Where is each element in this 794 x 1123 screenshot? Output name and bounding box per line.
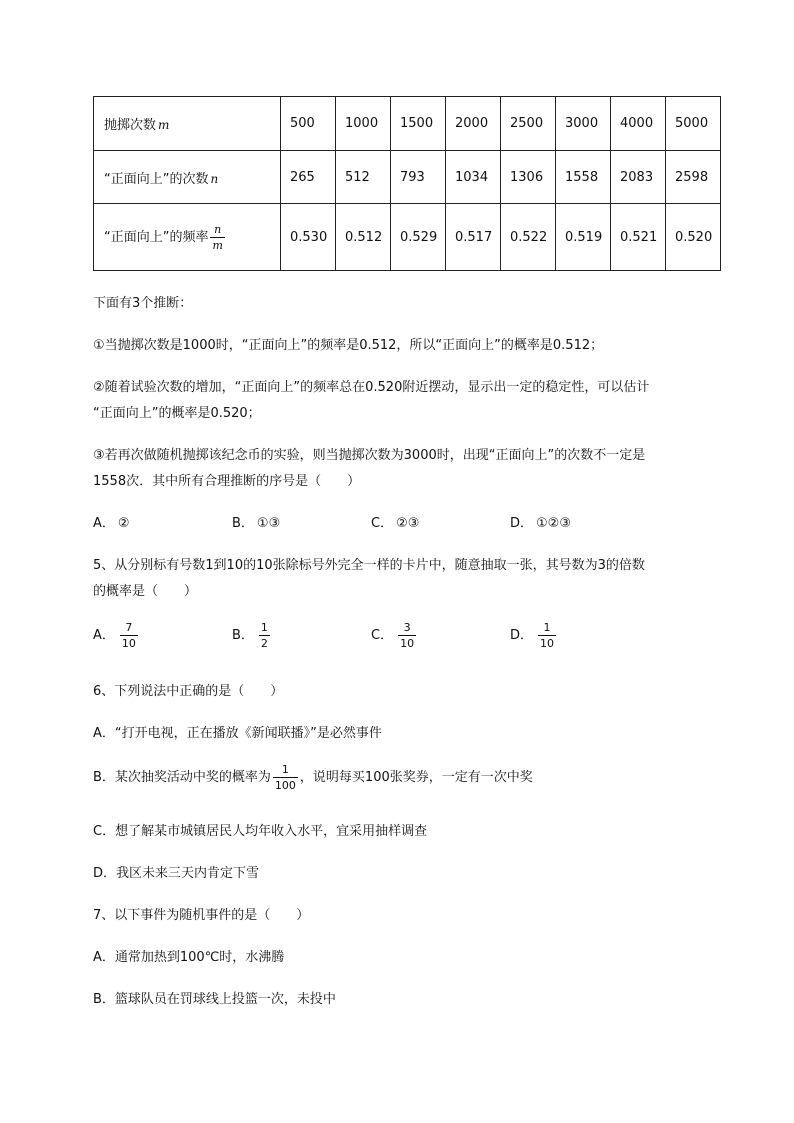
row-header	[94, 151, 281, 204]
q5-stem-line1: 5、从分别标有号数1到10的10张除标号外完全一样的卡片中，随意抽取一张，其号数为3的倍数	[93, 558, 645, 573]
option-fraction	[259, 622, 270, 649]
q6-option-b	[93, 764, 533, 791]
q7-stem: 7、以下事件为随机事件的是（ ）	[93, 908, 310, 923]
table-cell: 1500	[391, 97, 446, 151]
q4-statement-2-line1: ②随着试验次数的增加，“正面向上”的频率总在0.520附近摆动，显示出一定的稳定性，可以估计	[93, 380, 650, 395]
row-label: “正面向上”的次数	[104, 171, 209, 187]
fraction-denominator: 100	[274, 779, 296, 792]
option-fraction	[398, 622, 416, 649]
row-header	[94, 204, 281, 271]
fraction-numerator: 1	[543, 621, 551, 634]
fraction-denominator: 2	[260, 637, 268, 650]
table-row	[94, 97, 721, 151]
q5-option-c	[371, 622, 418, 649]
fraction-n-over-m	[210, 224, 224, 251]
option-label: B．	[232, 628, 254, 643]
q4-statement-3-line1: ③若再次做随机抛掷该纪念币的实验，则当抛掷次数为3000时，出现“正面向上”的次数不一定是	[93, 448, 646, 463]
table-cell: 265	[281, 151, 336, 204]
variable-m: m	[158, 118, 170, 132]
table-cell: 2598	[666, 151, 721, 204]
fraction-numerator: n	[214, 222, 222, 236]
table-cell: 0.521	[611, 204, 666, 271]
frequency-table	[93, 96, 721, 271]
table-cell: 0.517	[446, 204, 501, 271]
q6-option-c: C．想了解某市城镇居民人均年收入水平，宜采用抽样调查	[93, 824, 428, 839]
fraction-denominator: m	[212, 238, 223, 252]
q5-option-d	[510, 622, 558, 649]
fraction-denominator: 10	[400, 637, 415, 650]
q7-option-a: A．通常加热到100℃时，水沸腾	[93, 950, 285, 965]
option-text: ①③	[256, 516, 281, 531]
table-cell: 3000	[556, 97, 611, 151]
table-cell: 2000	[446, 97, 501, 151]
table-cell: 4000	[611, 97, 666, 151]
q4-option-c	[371, 512, 419, 531]
q6-option-a: A．“打开电视，正在播放《新闻联播》”是必然事件	[93, 726, 382, 741]
row-label: “正面向上”的频率	[104, 229, 209, 245]
table-row	[94, 151, 721, 204]
table-cell: 1558	[556, 151, 611, 204]
q4-statement-2-line2: “正面向上”的概率是0.520；	[93, 406, 261, 421]
table-cell: 1306	[501, 151, 556, 204]
option-label: C．	[371, 516, 394, 531]
q6-option-d: D．我区未来三天内肯定下雪	[93, 866, 260, 881]
option-fraction	[120, 622, 138, 649]
option-label: A．	[93, 516, 115, 531]
variable-n: n	[210, 171, 219, 186]
table-cell: 2083	[611, 151, 666, 204]
table-cell: 0.529	[391, 204, 446, 271]
option-text: ①②③	[536, 516, 571, 531]
fraction-numerator: 1	[281, 763, 289, 776]
table-cell: 512	[336, 151, 391, 204]
q4-statement-3-line2: 1558次．其中所有合理推断的序号是（ ）	[93, 474, 361, 489]
option-text: ②	[117, 516, 130, 531]
q5-option-b	[232, 622, 272, 649]
fraction-numerator: 3	[403, 621, 411, 634]
option-text: B．某次抽奖活动中奖的概率为	[93, 770, 271, 785]
option-label: D．	[510, 516, 534, 531]
table-row	[94, 204, 721, 271]
option-fraction	[273, 764, 298, 791]
q6-stem: 6、下列说法中正确的是（ ）	[93, 684, 284, 699]
q4-option-a	[93, 512, 130, 531]
fraction-denominator: 10	[121, 637, 136, 650]
q7-option-b: B．篮球队员在罚球线上投篮一次，未投中	[93, 992, 336, 1007]
q4-option-b	[232, 512, 280, 531]
table-cell: 0.522	[501, 204, 556, 271]
option-label: B．	[232, 516, 254, 531]
table-cell: 0.519	[556, 204, 611, 271]
q5-stem-line2: 的概率是（ ）	[93, 584, 198, 599]
fraction-numerator: 7	[125, 621, 133, 634]
row-label: 抛掷次数	[104, 118, 157, 133]
option-text: ，说明每买100张奖券，一定有一次中奖	[299, 770, 533, 785]
option-fraction	[538, 622, 556, 649]
table-cell: 793	[391, 151, 446, 204]
q4-option-d	[510, 512, 571, 531]
fraction-denominator: 10	[540, 637, 555, 650]
option-text: ②③	[396, 516, 420, 531]
q5-option-a	[93, 622, 140, 649]
q4-statement-1: ①当抛掷次数是1000时，“正面向上”的频率是0.512，所以“正面向上”的概率是0.512；	[93, 338, 604, 353]
option-label: D．	[510, 628, 534, 643]
row-header	[94, 97, 281, 151]
fraction-numerator: 1	[260, 621, 268, 634]
table-cell: 0.512	[336, 204, 391, 271]
option-label: C．	[371, 628, 394, 643]
table-cell: 0.520	[666, 204, 721, 271]
q4-intro: 下面有3个推断：	[93, 296, 193, 311]
table-cell: 1034	[446, 151, 501, 204]
table-cell: 2500	[501, 97, 556, 151]
table-cell: 1000	[336, 97, 391, 151]
table-cell: 5000	[666, 97, 721, 151]
table-cell: 0.530	[281, 204, 336, 271]
table-cell: 500	[281, 97, 336, 151]
option-label: A．	[93, 628, 115, 643]
